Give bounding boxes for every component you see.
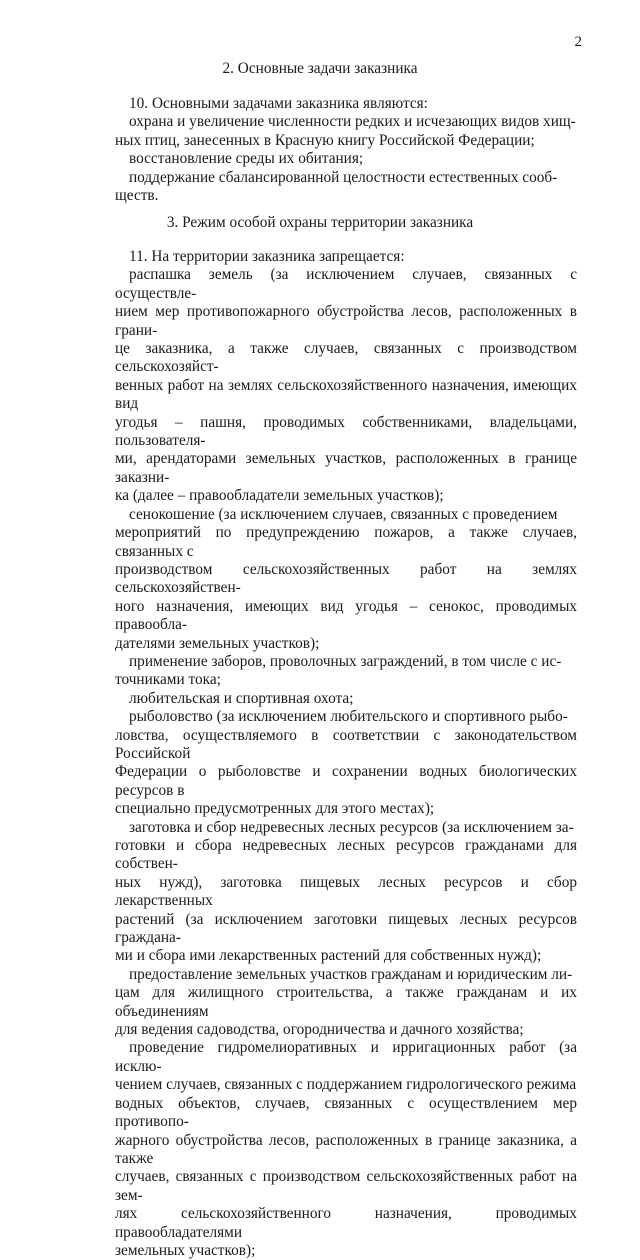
paragraph: заготовка и сбор недревесных лесных ресурсов (за исключением за- готовки и сбора недревесных лесных ресурсов гражданами для собствен- ных нужд), заготовка пищевых лесных ресурсов и сбор лекарственных растений (за исключением заготовки пищевых лесных ресурсов граждана- ми и сбора ими лекарственных растений для собственных нужд); bbox=[115, 818, 577, 965]
paragraph: 10. Основными задачами заказника являются: bbox=[129, 95, 428, 112]
paragraph: сенокошение (за исключением случаев, связанных с проведением мероприятий по предупреждению пожаров, а также случаев, связанных с производством сельскохозяйственных работ на землях сельскохозяйствен- ного назначения, имеющих вид угодья – сенокос, проводимых правообла- дателями земельных участков); bbox=[115, 505, 577, 652]
section-2-heading: 2. Основные задачи заказника bbox=[222, 60, 418, 77]
paragraph: предоставление земельных участков гражданам и юридическим ли- цам для жилищного строительства, а также гражданам и их объединениям для ведения садоводства, огородничества и дачного хозяйства; bbox=[115, 965, 577, 1039]
paragraph: восстановление среды их обитания; bbox=[129, 150, 364, 168]
paragraph: поддержание сбалансированной целостности естественных сооб- ществ. bbox=[115, 168, 558, 205]
paragraph: распашка земель (за исключением случаев, связанных с осуществле- нием мер противопожарного обустройства лесов, расположенных в грани- це заказника, а также случаев, связанных с производством сельскохозяйст- венных работ на землях сельскохозяйственного назначения, имеющих вид угодья – пашня, проводимых собственниками, владельцами, пользователя- ми, арендаторами земельных участков, расположенных в границе заказни- ка (далее – правообладатели земельных участков); bbox=[115, 266, 577, 505]
page-number: 2 bbox=[574, 34, 582, 50]
section-3-body bbox=[115, 248, 577, 1260]
paragraph: 11. На территории заказника запрещается: bbox=[129, 248, 405, 265]
paragraph: применение заборов, проволочных заграждений, в том числе с ис- точниками тока; bbox=[115, 652, 562, 689]
paragraph: любительская и спортивная охота; bbox=[129, 689, 354, 707]
paragraph: проведение гидромелиоративных и ирригационных работ (за исклю- чением случаев, связанных с поддержанием гидрологического режима водных объектов, случаев, связанных с осуществлением мер противопо- жарного обустройства лесов, расположенных в границе заказника, а также случаев, связанных с производством сельскохозяйственных работ на зем- лях сельскохозяйственного назначения, проводимых правообладателями земельных участков); bbox=[115, 1039, 577, 1259]
paragraph: рыболовство (за исключением любительского и спортивного рыбо- ловства, осуществляемого в соответствии с законодательством Российской Федерации о рыболовстве и сохранении водных биологических ресурсов в специально предусмотренных для этого местах); bbox=[115, 708, 577, 818]
section-2-body bbox=[115, 95, 577, 205]
paragraph: охрана и увеличение численности редких и исчезающих видов хищ- ных птиц, занесенных в Красную книгу Российской Федерации; bbox=[115, 113, 576, 149]
section-3-heading: 3. Режим особой охраны территории заказника bbox=[166, 214, 474, 231]
